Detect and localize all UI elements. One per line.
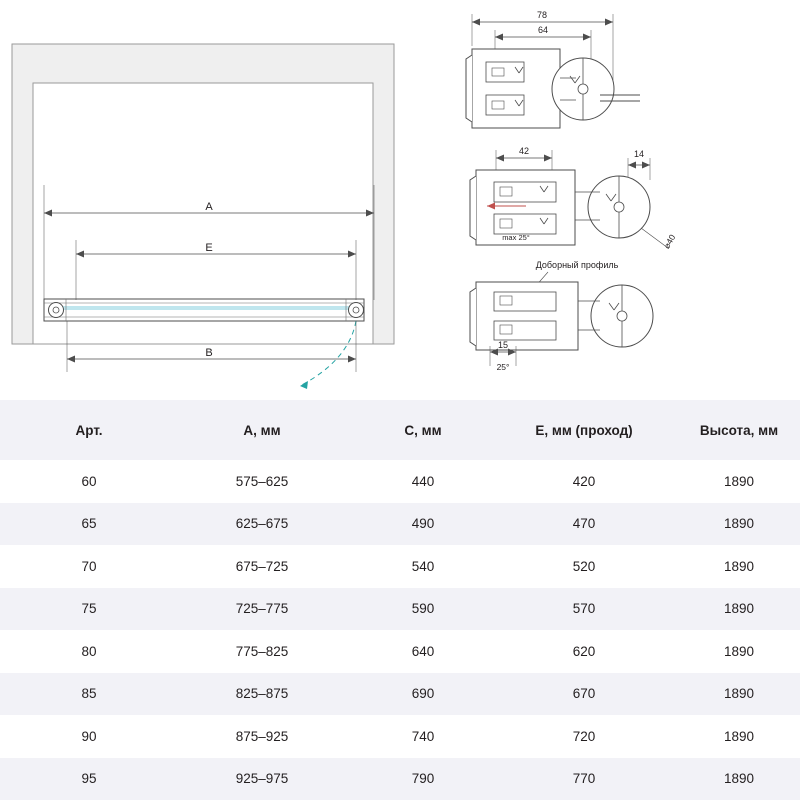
cell-c: 690 (346, 673, 500, 716)
cell-a: 725–775 (178, 588, 346, 631)
cell-art: 85 (0, 673, 178, 716)
cell-art: 65 (0, 503, 178, 546)
cell-a: 775–825 (178, 630, 346, 673)
cell-e: 420 (500, 460, 668, 503)
cell-c: 440 (346, 460, 500, 503)
cell-a: 875–925 (178, 715, 346, 758)
cell-a: 925–975 (178, 758, 346, 800)
cell-e: 470 (500, 503, 668, 546)
cell-height: 1890 (668, 673, 800, 716)
profile-section-middle (470, 146, 678, 250)
cell-e: 570 (500, 588, 668, 631)
cell-art: 95 (0, 758, 178, 800)
cell-e: 520 (500, 545, 668, 588)
cell-art: 80 (0, 630, 178, 673)
cell-e: 770 (500, 758, 668, 800)
specification-table-wrapper (0, 400, 800, 800)
profile-section-bottom (470, 260, 653, 372)
cell-c: 590 (346, 588, 500, 631)
dim-label-a: A (205, 201, 213, 213)
table-row (0, 503, 800, 546)
cell-height: 1890 (668, 758, 800, 800)
cell-art: 70 (0, 545, 178, 588)
door-elevation-drawing (12, 44, 394, 389)
table-row (0, 545, 800, 588)
dim-label-diameter-40: ⌀40 (661, 232, 678, 251)
column-header-art: Арт. (0, 400, 178, 460)
column-header-e: E, мм (проход) (500, 400, 668, 460)
cell-e: 670 (500, 673, 668, 716)
cell-e: 720 (500, 715, 668, 758)
dim-label-14: 14 (633, 149, 645, 159)
dim-label-e: E (205, 242, 213, 254)
cell-art: 75 (0, 588, 178, 631)
dim-label-b: B (205, 347, 213, 359)
cell-a: 625–675 (178, 503, 346, 546)
label-25-deg: 25° (496, 362, 510, 372)
dim-label-42: 42 (518, 146, 530, 156)
cell-a: 825–875 (178, 673, 346, 716)
table-row (0, 460, 800, 503)
column-header-a: A, мм (178, 400, 346, 460)
table-header-row (0, 400, 800, 460)
dim-label-64: 64 (537, 25, 549, 35)
cell-a: 675–725 (178, 545, 346, 588)
profile-section-top (466, 10, 640, 128)
table-row (0, 588, 800, 631)
table-row (0, 715, 800, 758)
label-dobornyy-profil: Доборный профиль (535, 260, 619, 270)
table-row (0, 673, 800, 716)
table-row (0, 758, 800, 800)
cell-height: 1890 (668, 588, 800, 631)
dim-label-78: 78 (536, 10, 548, 20)
column-header-c: C, мм (346, 400, 500, 460)
cell-c: 790 (346, 758, 500, 800)
cell-c: 740 (346, 715, 500, 758)
cell-height: 1890 (668, 715, 800, 758)
cell-c: 640 (346, 630, 500, 673)
specification-table (0, 400, 800, 800)
cell-art: 90 (0, 715, 178, 758)
cell-height: 1890 (668, 503, 800, 546)
cell-c: 490 (346, 503, 500, 546)
cell-e: 620 (500, 630, 668, 673)
cell-height: 1890 (668, 460, 800, 503)
dim-label-15: 15 (497, 340, 509, 350)
cell-height: 1890 (668, 630, 800, 673)
cell-height: 1890 (668, 545, 800, 588)
cell-art: 60 (0, 460, 178, 503)
table-row (0, 630, 800, 673)
label-max-25: max 25° (502, 233, 530, 242)
cell-c: 540 (346, 545, 500, 588)
column-header-height: Высота, мм (668, 400, 800, 460)
cell-a: 575–625 (178, 460, 346, 503)
